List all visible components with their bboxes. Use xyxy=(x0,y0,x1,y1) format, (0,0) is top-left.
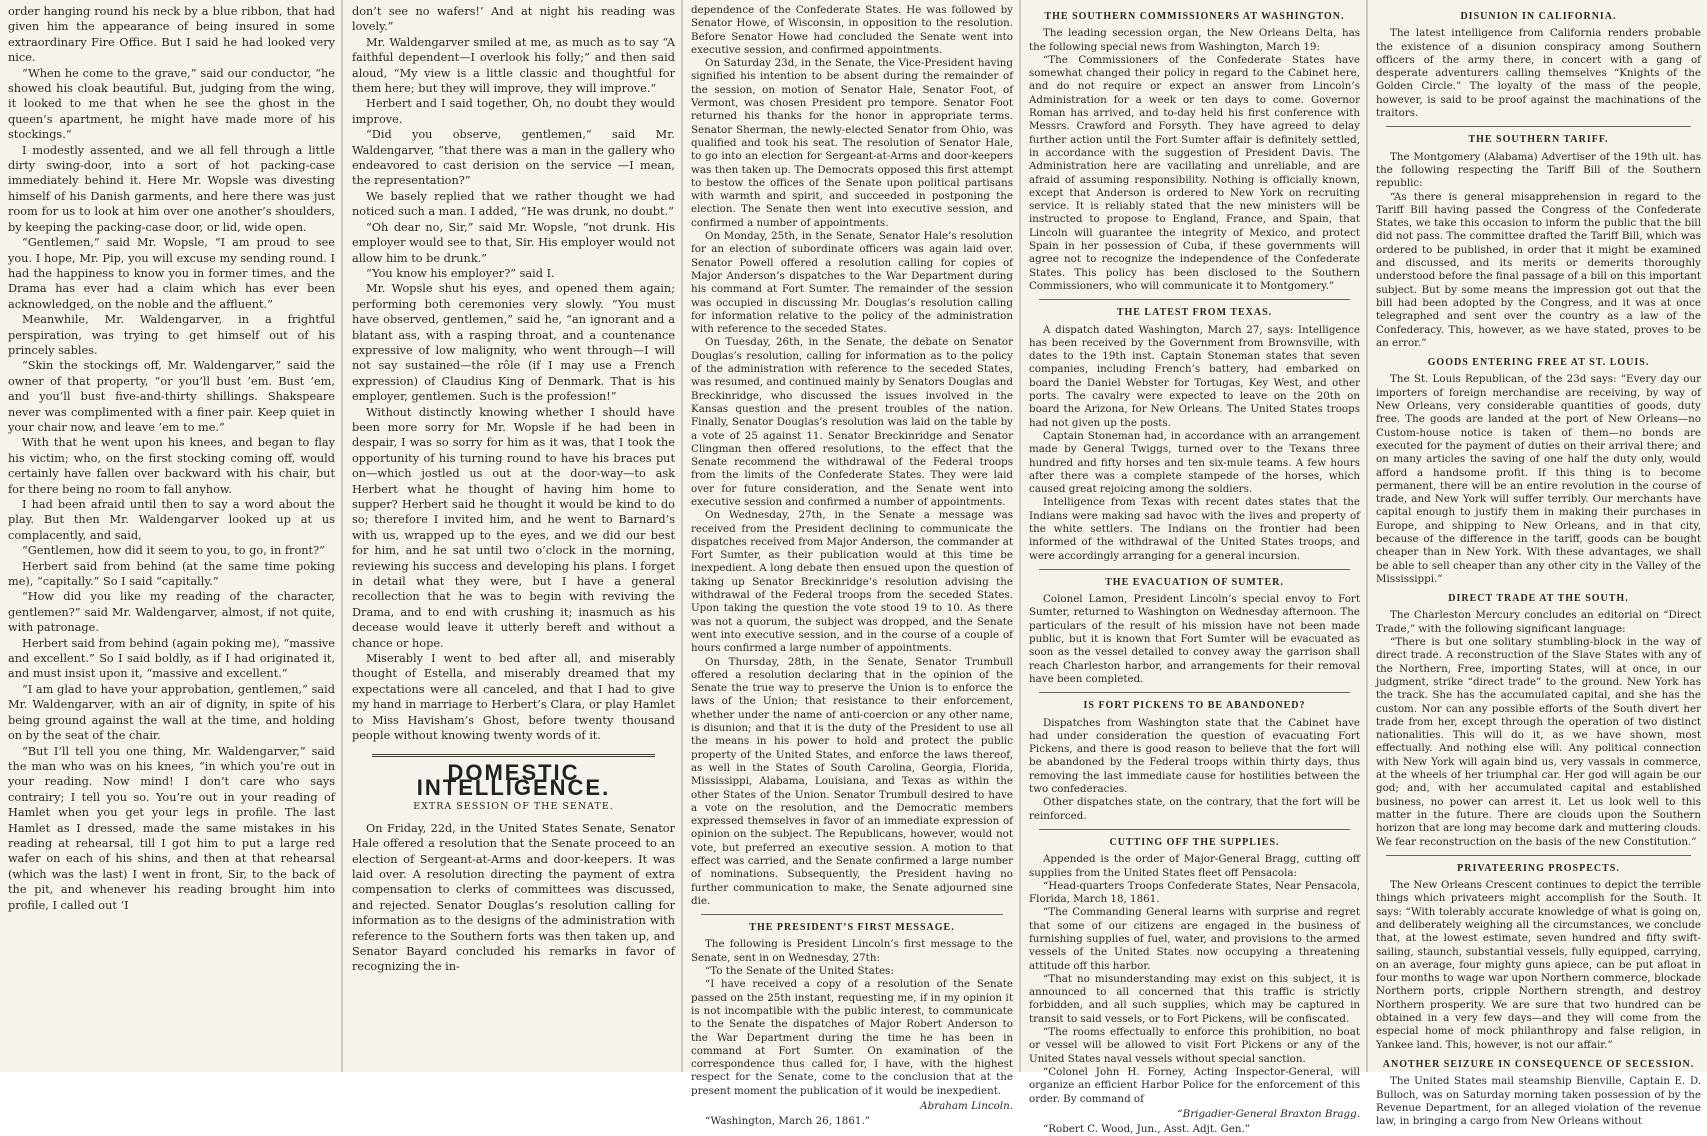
paragraph: The Montgomery (Alabama) Advertiser of the 19th ult. has the following respecting the Tariff Bill of the Southern republic: xyxy=(1376,150,1701,190)
paragraph: “Gentlemen, how did it seem to you, to go, in front?” xyxy=(22,544,325,558)
paragraph: Without distinctly knowing whether I should have been more sorry for Mr. Wopsle if he had been in despair, I was so sorry for him as it was, that I took the opportunity of his turning round to have his braces put on—which jostled us out at the door-way—to ask Herbert what he thought of having him home to supper? Herbert said he thought it would be kind to do so; therefore I invited him, and he went to Barnard’s with us, wrapped up to the eyes, and we did our best for him, and he sat until two o’clock in the morning, reviewing his success and developing his plans. I forget in detail what they were, but I have a general recollection that he was to begin with reviving the Drama, and to end with crushing it; inasmuch as his decease would leave it utterly bereft and without a chance or hope. xyxy=(352,405,675,650)
section-heading: THE EVACUATION OF SUMTER. xyxy=(1105,576,1284,588)
paragraph: Miserably I went to bed after all, and miserably thought of Estella, and miserably dreamed that my expectations were all canceled, and that I had to give my hand in marriage to Herbert’s Clara, or play Hamlet to Miss Havisham’s Ghost, before twenty thousand people without knowing twenty words of it. xyxy=(352,652,675,743)
section-rule xyxy=(372,754,655,757)
paragraph: The United States mail steamship Bienville, Captain E. D. Bulloch, was on Saturday morning taken possession of by the Revenue Department, for an alleged violation of the revenue law, in bringing a cargo from New Orleans without xyxy=(1376,1075,1701,1128)
paragraph: The St. Louis Republican, of the 23d says: “Every day our importers of foreign merchandise are receiving, by way of New Orleans, very considerable quantities of goods, duty free. The goods are landed at the port of New Orleans—no Custom-house notice is taken of them—no bonds are executed for the payment of duties on their arrival there; and on many articles the saving of one half the duty only, would afford a handsome profit. If this thing is to become permanent, there will be an entire revolution in the course of trade, and New York will suffer terribly. Our merchants have capital enough to justify them in making their purchases in Europe, and shipping to New Orleans, and in that city, because of the difference in the tariff, goods can be bought cheaper than in New York. With these advantages, we shall be able to sell cheaper than any other city in the Valley of the Mississippi.” xyxy=(1376,373,1701,585)
paragraph: don’t see no wafers!’ And at night his reading was lovely.” xyxy=(352,5,675,34)
paragraph: “You know his employer?” said I. xyxy=(366,266,555,280)
paragraph: “Gentlemen,” said Mr. Wopsle, “I am proud to see you. I hope, Mr. Pip, you will excuse my sending round. I had the happiness to know you in former times, and the Drama has ever had a claim which has ever been acknowledged, on the noble and the affluent.” xyxy=(8,236,335,311)
section-heading: ANOTHER SEIZURE IN CONSEQUENCE OF SECESSION. xyxy=(1382,1058,1695,1070)
dateline: “Washington, March 26, 1861.” xyxy=(705,1115,870,1128)
paragraph: Herbert and I said together, Oh, no doubt they would improve. xyxy=(352,97,675,126)
paragraph: The latest intelligence from California renders probable the existence of a disunion conspiracy among Southern officers of the army there, in concert with a gang of desperate adventurers calling themselves “Knights of the Golden Circle.” The loyalty of the mass of the people, however, is said to be proof against the machinations of the traitors. xyxy=(1376,27,1701,120)
paragraph: Other dispatches state, on the contrary, that the fort will be reinforced. xyxy=(1029,796,1360,822)
paragraph: The New Orleans Crescent continues to depict the terrible things which privateers might accomplish for the South. It says: “With tolerably accurate knowledge of what is going on, and deliberately weighing all the circumstances, we conclude that, at the lowest estimate, seven hundred and fifty swift-sailing, staunch, substantial vessels, fully equipped, carrying, on an average, four mighty guns apiece, can be put afloat in four months to wage war upon Northern commerce, blockade Northern ports, cripple Northern strength, and destroy Northern prosperity. We are sure that two hundred can be obtained in a very few days—and they will come from the especial home of mock philanthropy and false religion, in Yankee land. This, however, is not our affair.” xyxy=(1376,879,1701,1051)
paragraph: I modestly assented, and we all fell through a little dirty swing-door, into a sort of hot packing-case immediately behind it. Here Mr. Wopsle was divesting himself of his Danish garments, and here there was just room for us to look at him over one another’s shoulders, by keeping the packing-case door, or lid, wide open. xyxy=(8,143,335,234)
column-4 xyxy=(1021,0,1366,1136)
paragraph: “When he come to the grave,” said our conductor, “he showed his cloak beautiful. But, judging from the wing, it looked to me that when he see the ghost in the queen’s apartment, he might have made more of his stockings.” xyxy=(8,66,335,142)
section-rule xyxy=(1039,692,1350,693)
paragraph: “Oh dear no, Sir,” said Mr. Wopsle, “not drunk. His employer would see to that, Sir. His employer would not allow him to be drunk.” xyxy=(352,220,675,265)
section-rule xyxy=(701,914,1003,915)
paragraph: The Charleston Mercury concludes an editorial on “Direct Trade,” with the following significant language: xyxy=(1376,609,1701,635)
paragraph: A dispatch dated Washington, March 27, says: Intelligence has been received by the Government from Brownsville, with dates to the 19th inst. Captain Stoneman states that seven companies, including French’s battery, had embarked on board the Daniel Webster for Tortugas, Key West, and other ports. The cavalry were expected to leave on the 20th on board the Arizona, for New Orleans. The United States troops had not given up the posts. xyxy=(1029,323,1360,429)
paragraph: “The Commissioners of the Confederate States have somewhat changed their policy in regard to the Cabinet here, and do not require or expect an answer from Lincoln’s Administration for a week or ten days to come. Governor Roman has arrived, and to-day held his first conference with Messrs. Crawford and Forsyth. They have agreed to delay further action until the Fort Sumter affair is definitely settled, in accordance with the suggestion of President Davis. The Administration here are vacillating and unreliable, and are afraid of assuming responsibility. Nothing is officially known, except that Anderson is ordered to New York on recruiting service. It is reliably stated that the new ministers will be instructed to propose to England, France, and Spain, that Lincoln will guarantee the integrity of Mexico, and protect Spain in her possession of Cuba, if these governments will agree not to recognize the independence of the Confederate States. This policy has been disclosed to the Southern Commissioners, who will communicate it to Montgomery.” xyxy=(1029,53,1360,292)
paragraph: “Did you observe, gentlemen,” said Mr. Waldengarver, “that there was a man in the gallery who endeavored to cast derision on the service —I mean, the representation?” xyxy=(352,128,675,188)
paragraph: dependence of the Confederate States. He was followed by Senator Howe, of Wisconsin, in opposition to the resolution. Before Senator Howe had concluded the Senate went into executive session, and confirmed appointments. xyxy=(691,4,1013,56)
paragraph: On Thursday, 28th, in the Senate, Senator Trumbull offered a resolution declaring that in the opinion of the Senate the true way to preserve the Union is to enforce the laws of the Union; that resistance to their enforcement, whether under the name of anti-coercion or any other name, is disunion; and that it is the duty of the President to use all the means in his power to hold and protect the public property of the United States, and enforce the laws thereof, as well in the States of South Carolina, Georgia, Florida, Mississippi, Alabama, Louisiana, and Texas as within the other States of the Union. Senator Trumbull desired to have a vote on the resolution, and the Democratic members expressed themselves in favor of an immediate expression of opinion on the subject. The Republicans, however, would not vote, but preferred an executive session. A motion to that effect was carried, and the Senate confirmed a large number of nominations. Subsequently, the President having no further communication to make, the Senate adjourned sine die. xyxy=(691,655,1013,907)
paragraph: On Wednesday, 27th, in the Senate a message was received from the President declining to communicate the dispatches received from Major Anderson, the commander at Fort Sumter, as their publication would at this time be inexpedient. A long debate then ensued upon the question of taking up Senator Breckinridge’s resolution advising the withdrawal of the Federal troops from the seceded States. Upon taking the question the vote stood 19 to 10. As there was not a quorum, the subject was dropped, and the Senate went into executive session, and in the course of a couple of hours confirmed a large number of appointments. xyxy=(691,509,1013,655)
paragraph: I had been afraid until then to say a word about the play. But then Mr. Waldengarver looked up at us complacently, and said, xyxy=(8,498,335,542)
signature: Abraham Lincoln. xyxy=(920,1100,1013,1113)
section-heading: GOODS ENTERING FREE AT ST. LOUIS. xyxy=(1427,357,1650,369)
paragraph: On Saturday 23d, in the Senate, the Vice-President having signified his intention to be absent during the remainder of the session, on motion of Senator Hale, Senator Foot, of Vermont, was chosen President pro tempore. Senator Foot returned his thanks for the honor in appropriate terms. Senator Sherman, the newly-elected Senator from Ohio, was qualified and took his seat. The resolution of Senator Hale, to go into an election for Sergeant-at-Arms and door-keepers was then taken up. The Democrats opposed this first attempt to bestow the offices of the Senate upon political partisans with warmth and spirit, and succeeded in postponing the election. The Senate then went into executive session, and confirmed a number of appointments. xyxy=(691,57,1013,229)
section-heading: IS FORT PICKENS TO BE ABANDONED? xyxy=(1083,700,1306,712)
paragraph: “I have received a copy of a resolution of the Senate passed on the 25th instant, requesting me, if in my opinion it is not incompatible with the public interest, to communicate to the Senate the dispatches of Major Robert Anderson to the War Department during the time he has been in command at Fort Sumter. On examination of the correspondence thus called for, I have, with the highest respect for the Senate, come to the conclusion that at the present moment the publication of it would be inexpedient. xyxy=(691,978,1013,1097)
paragraph: “Skin the stockings off, Mr. Waldengarver,” said the owner of that property, “or you’ll bust ’em. Bust ’em, and you’ll bust five-and-thirty shillings. Shakspeare never was complimented with a finer pair. Keep quiet in your chair now, and leave ’em to me.” xyxy=(8,359,335,434)
paragraph: “To the Senate of the United States: xyxy=(705,965,894,978)
paragraph: “The rooms effectually to enforce this prohibition, no boat or vessel will be allowed to visit Fort Pickens or any of the United States naval vessels without special sanction. xyxy=(1029,1026,1360,1065)
column-5 xyxy=(1368,0,1707,1128)
paragraph: Appended is the order of Major-General Bragg, cutting off supplies from the United States fleet off Pensacola: xyxy=(1029,853,1360,879)
paragraph: Intelligence from Texas with recent dates states that the Indians were making sad havoc with the lives and property of the white settlers. The Indians on the frontier had been informed of the withdrawal of the United States troops, and were accordingly arranging for a general incursion. xyxy=(1029,496,1360,562)
section-heading: THE PRESIDENT’S FIRST MESSAGE. xyxy=(749,922,955,934)
section-heading: THE SOUTHERN TARIFF. xyxy=(1468,134,1609,146)
section-title: DOMESTIC INTELLIGENCE. xyxy=(416,759,611,800)
section-heading: THE LATEST FROM TEXAS. xyxy=(1116,307,1273,319)
paragraph: “But I’ll tell you one thing, Mr. Waldengarver,” said the man who was on his knees, “in which you’re out in your reading. Now mind! I don’t care who says contrairy; I tell you so. You’re out in your reading of Hamlet when you get your legs in profile. The last Hamlet as I dressed, made the same mistakes in his reading at rehearsal, till I got him to put a large red wafer on each of his shins, and then at that rehearsal (which was the last) I went in front, Sir, to the back of the pit, and whenever his reading brought him into profile, I called out ‘I xyxy=(8,744,335,912)
paragraph: Dispatches from Washington state that the Cabinet have had under consideration the question of evacuating Fort Pickens, and there is good reason to believe that the fort will be abandoned by the Federal troops within thirty days, thus removing the last immediate cause for hostilities between the two confederacies. xyxy=(1029,716,1360,796)
section-heading: THE SOUTHERN COMMISSIONERS AT WASHINGTON. xyxy=(1044,11,1345,22)
signature: “Brigadier-General Braxton Bragg. xyxy=(1177,1107,1360,1120)
section-heading: CUTTING OFF THE SUPPLIES. xyxy=(1109,836,1280,848)
column-3 xyxy=(683,0,1019,1128)
column-2 xyxy=(344,0,681,1072)
section-rule xyxy=(1039,829,1350,830)
paragraph: Captain Stoneman had, in accordance with an arrangement made by General Twiggs, turned over to the Texans three hundred and fifty horses and ten six-mule teams. A few hours after there was a complete stampede of the horses, which caused great rejoicing among the soldiers. xyxy=(1029,429,1360,496)
paragraph: On Friday, 22d, in the United States Senate, Senator Hale offered a resolution that the Senate proceed to an election of Sergeant-at-Arms and door-keepers. It was laid over. A resolution directing the payment of extra compensation to clerks of committees was discussed, and rejected. Senator Douglas’s resolution calling for information as to the designs of the administration with reference to the Southern forts was then taken up, and Senator Bayard concluded his remarks in favor of recognizing the in- xyxy=(352,821,675,974)
section-rule xyxy=(1039,569,1350,570)
paragraph: “Colonel John H. Forney, Acting Inspector-General, will organize an efficient Harbor Police for the enforcement of this order. By command of xyxy=(1029,1065,1360,1105)
paragraph: “There is but one solitary stumbling-block in the way of direct trade. A reconstruction of the Slave States with any of the Northern, Free, importing States, will at once, in our judgment, strike “direct trade” to the ground. New York has the track. She has the accumulated capital, and she has the custom. Nor can any possible efforts of the South divert her trade from her, except through the operation of two distinct nationalities. This will do it, as we have shown, most effectually. And nothing else will. Any political connection with New York will again bind us, very vassals in commerce, at the wheels of her triumphal car. Her god will again be our god; and, with her accumulated capital and established business, no power can arrest it. Let us look well to this matter in the future. There are clouds upon the Southern horizon that are long may become dark and muttering clouds. We fear reconstruction on the basis of the new Constitution.” xyxy=(1376,636,1701,848)
section-subtitle: EXTRA SESSION OF THE SENATE. xyxy=(413,801,614,813)
paragraph: Herbert said from behind (at the same time poking me), “capitally.” So I said “capitally.” xyxy=(8,559,335,589)
paragraph: The leading secession organ, the New Orleans Delta, has the following special news from Washington, March 19: xyxy=(1029,27,1360,53)
section-heading: PRIVATEERING PROSPECTS. xyxy=(1457,862,1620,874)
paragraph: Herbert said from behind (again poking me), “massive and excellent.” So I said boldly, as if I had originated it, and must insist upon it, “massive and excellent.” xyxy=(8,636,335,681)
paragraph: “That no misunderstanding may exist on this subject, it is announced to all concerned that this traffic is strictly forbidden, and all such supplies, which may be captured in transit to said vessels, or to Fort Pickens, will be confiscated. xyxy=(1029,972,1360,1025)
paragraph: The following is President Lincoln’s first message to the Senate, sent in on Wednesday, 27th: xyxy=(691,938,1013,964)
column-divider xyxy=(341,0,343,1072)
section-heading: DIRECT TRADE AT THE SOUTH. xyxy=(1448,593,1629,605)
paragraph: “As there is general misapprehension in regard to the Tariff Bill having passed the Congress of the Confederate States, we take this occasion to inform the public that the bill did not pass. The committee drafted the Tariff Bill, which was ordered to be published, in order that it might be examined and discussed, and its merits or demerits thoroughly understood before the final passage of a bill on this important subject. But by some means the impression got out that the bill had been adopted by the Congress, and it was at once telegraphed and sent over the country as a law of the Confederacy. This, however, as we have stated, proves to be an error.” xyxy=(1376,190,1701,349)
section-rule xyxy=(1039,299,1350,300)
paragraph: With that he went upon his knees, and began to flay his victim; who, on the first stocking coming off, would certainly have fallen over backward with his chair, but for there being no room to fall anyhow. xyxy=(8,436,335,496)
paragraph: Meanwhile, Mr. Waldengarver, in a frightful perspiration, was trying to get himself out of his princely sables. xyxy=(8,313,335,357)
paragraph: On Tuesday, 26th, in the Senate, the debate on Senator Douglas’s resolution, calling for information as to the policy of the administration with reference to the seceded States, was resumed, and continued mainly by Senators Douglas and Breckinridge, who discussed the issues involved in the Kansas question and the present troubles of the nation. Finally, Senator Douglas’s resolution was laid on the table by a vote of 25 against 11. Senator Breckinridge and Senator Clingman then offered resolutions, to the effect that the Senate recommend the withdrawal of the Federal troops from the limits of the Confederate States. They were laid over for future consideration, and the Senate went into executive session and confirmed a number of appointments. xyxy=(691,336,1013,508)
paragraph: order hanging round his neck by a blue ribbon, that had given him the appearance of being insured in some extraordinary Fire Office. But I said he had looked very nice. xyxy=(8,5,335,65)
paragraph: “I am glad to have your approbation, gentlemen,” said Mr. Waldengarver, with an air of dignity, in spite of his being ground against the wall at the time, and holding on by the seat of the chair. xyxy=(8,682,335,743)
section-heading: DISUNION IN CALIFORNIA. xyxy=(1460,11,1617,22)
paragraph: “The Commanding General learns with surprise and regret that some of our citizens are engaged in the business of furnishing supplies of fuel, water, and provisions to the armed vessels of the United States now occupying a threatening attitude off this harbor. xyxy=(1029,906,1360,972)
section-rule xyxy=(1386,855,1691,856)
section-rule xyxy=(1386,126,1691,127)
paragraph: Colonel Lamon, President Lincoln’s special envoy to Fort Sumter, returned to Washington on Wednesday afternoon. The particulars of the result of his mission have not been made public, but it is known that Fort Sumter will be evacuated as soon as the vessel detailed to convey away the garrison shall reach Charleston harbor, and arrangements for their removal have been completed. xyxy=(1029,593,1360,685)
paragraph: Mr. Wopsle shut his eyes, and opened them again; performing both ceremonies very slowly. “You must have observed, gentlemen,” said he, “an ignorant and a blatant ass, with a rasping throat, and a countenance expressive of low malignity, who went through—I will not say sustained—the rôle (if I may use a French expression) of Claudius King of Denmark. That is his employer, gentlemen. Such is the profession!” xyxy=(352,282,675,404)
paragraph: “Head-quarters Troops Confederate States, Near Pensacola, Florida, March 18, 1861. xyxy=(1029,879,1360,906)
paragraph: “Robert C. Wood, Jun., Asst. Adjt. Gen.” xyxy=(1043,1123,1251,1136)
paragraph: We basely replied that we rather thought we had noticed such a man. I added, “He was drunk, no doubt.” xyxy=(352,189,675,219)
paragraph: On Monday, 25th, in the Senate, Senator Hale’s resolution for an election of subordinate officers was again laid over. Senator Powell offered a resolution calling for copies of Major Anderson’s dispatches to the War Department during his command at Fort Sumter. The remainder of the session was occupied in discussing Mr. Douglas’s resolution calling for information relative to the policy of the administration with reference to the seceded States. xyxy=(691,230,1013,336)
paragraph: Mr. Waldengarver smiled at me, as much as to say “A faithful dependent—I overlook his folly;” and then said aloud, “My view is a little classic and thoughtful for them here; but they will improve, they will improve.” xyxy=(352,35,675,96)
paragraph: “How did you like my reading of the character, gentlemen?” said Mr. Waldengarver, almost, if not quite, with patronage. xyxy=(8,590,335,635)
column-1 xyxy=(0,0,341,1072)
